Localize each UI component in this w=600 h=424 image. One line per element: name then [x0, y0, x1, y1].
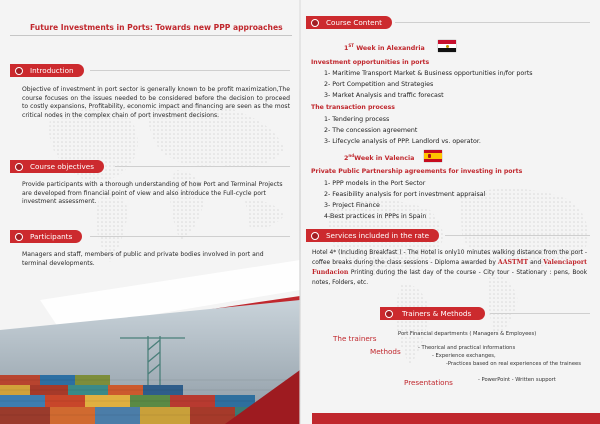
introduction-text: Objective of investment in port sector is generally known to be profit maximization,The course focuses on the issues needed to be considered before the decision to proceed to costly expansions, Profitability, economic impact and financing are seen as the most critical nodes in the complex chain of port investment decisions.	[22, 86, 290, 119]
list-item: 3- Lifecycle analysis of PPP. Landlord vs. operator.	[324, 138, 481, 145]
methods-label: Methods	[370, 347, 401, 356]
page-fold	[299, 0, 301, 424]
section-label-services: Services included in the rate	[306, 229, 439, 242]
section-label-introduction: Introduction	[10, 64, 84, 77]
methods-item: - Experience exchanges,	[432, 353, 496, 359]
objectives-text: Provide participants with a thorough understanding of how Port and Terminal Projects are developed from financial point of view and also introduce the Full-cycle port investment assessment.	[22, 181, 283, 206]
trainers-text: Port Financial departments ( Managers & Employees)	[398, 331, 537, 337]
services-text: Hotel 4* (Including Breakfast ) - The Hotel is only10 minutes walking distance from the port - coffee breaks during the class sessions - Diploma awarded by AASTMT and Valenciaport Fundacion Printing during the last day of the course - City tour - Stationary : pens, Book notes, Folders, etc.	[312, 250, 587, 286]
org-aastmt: AASTMT	[497, 259, 529, 266]
week1-subheading-1: Investment opportunities in ports	[311, 59, 430, 66]
title-divider	[10, 35, 292, 36]
week1-subheading-2: The transaction process	[311, 104, 395, 111]
section-rule	[490, 313, 590, 314]
list-item: 2- Port Competition and Strategies	[324, 81, 434, 88]
list-item: 3- Market Analysis and traffic forecast	[324, 92, 444, 99]
footer-red-bar	[312, 413, 600, 424]
brochure-title: Future Investments in Ports: Towards new PPP approaches	[30, 23, 283, 32]
section-rule	[115, 166, 290, 167]
methods-item: -Practices based on real experiences of the trainees	[446, 361, 581, 367]
section-label-course-content: Course Content	[306, 16, 392, 29]
section-label-objectives: Course objectives	[10, 160, 104, 173]
org-valenciaport: Valenciaport Fundacion	[312, 259, 587, 276]
presentations-text: - PowerPoint - Written support	[478, 377, 556, 383]
participants-text: Managers and staff, members of public and private bodies involved in port and terminal developments.	[22, 251, 264, 267]
spain-flag-icon	[424, 150, 442, 162]
section-rule	[445, 235, 590, 236]
methods-item: - Theorical and practical informations	[418, 345, 516, 351]
section-rule	[90, 70, 290, 71]
section-label-trainers-methods: Trainers & Methods	[380, 307, 485, 320]
section-rule	[395, 22, 590, 23]
list-item: 2- Feasibility analysis for port investment appraisal	[324, 191, 486, 198]
section-rule	[90, 236, 290, 237]
list-item: 1- Tendering process	[324, 116, 390, 123]
egypt-flag-icon	[438, 40, 456, 52]
list-item: 1- PPP models in the Port Sector	[324, 180, 426, 187]
week2-heading: 2ndWeek in Valencia	[344, 153, 415, 163]
presentations-label: Presentations	[404, 378, 453, 387]
week1-heading: 1ST Week in Alexandria	[344, 43, 425, 53]
trainers-label: The trainers	[333, 334, 377, 343]
list-item: 4-Best practices in PPPs in Spain	[324, 213, 427, 220]
week2-subheading: Private Public Partnership agreements for investing in ports	[311, 168, 523, 175]
list-item: 3- Project Finance	[324, 202, 380, 209]
list-item: 1- Maritime Transport Market & Business opportunities in/for ports	[324, 70, 533, 77]
list-item: 2- The concession agreement	[324, 127, 418, 134]
section-label-participants: Participants	[10, 230, 82, 243]
